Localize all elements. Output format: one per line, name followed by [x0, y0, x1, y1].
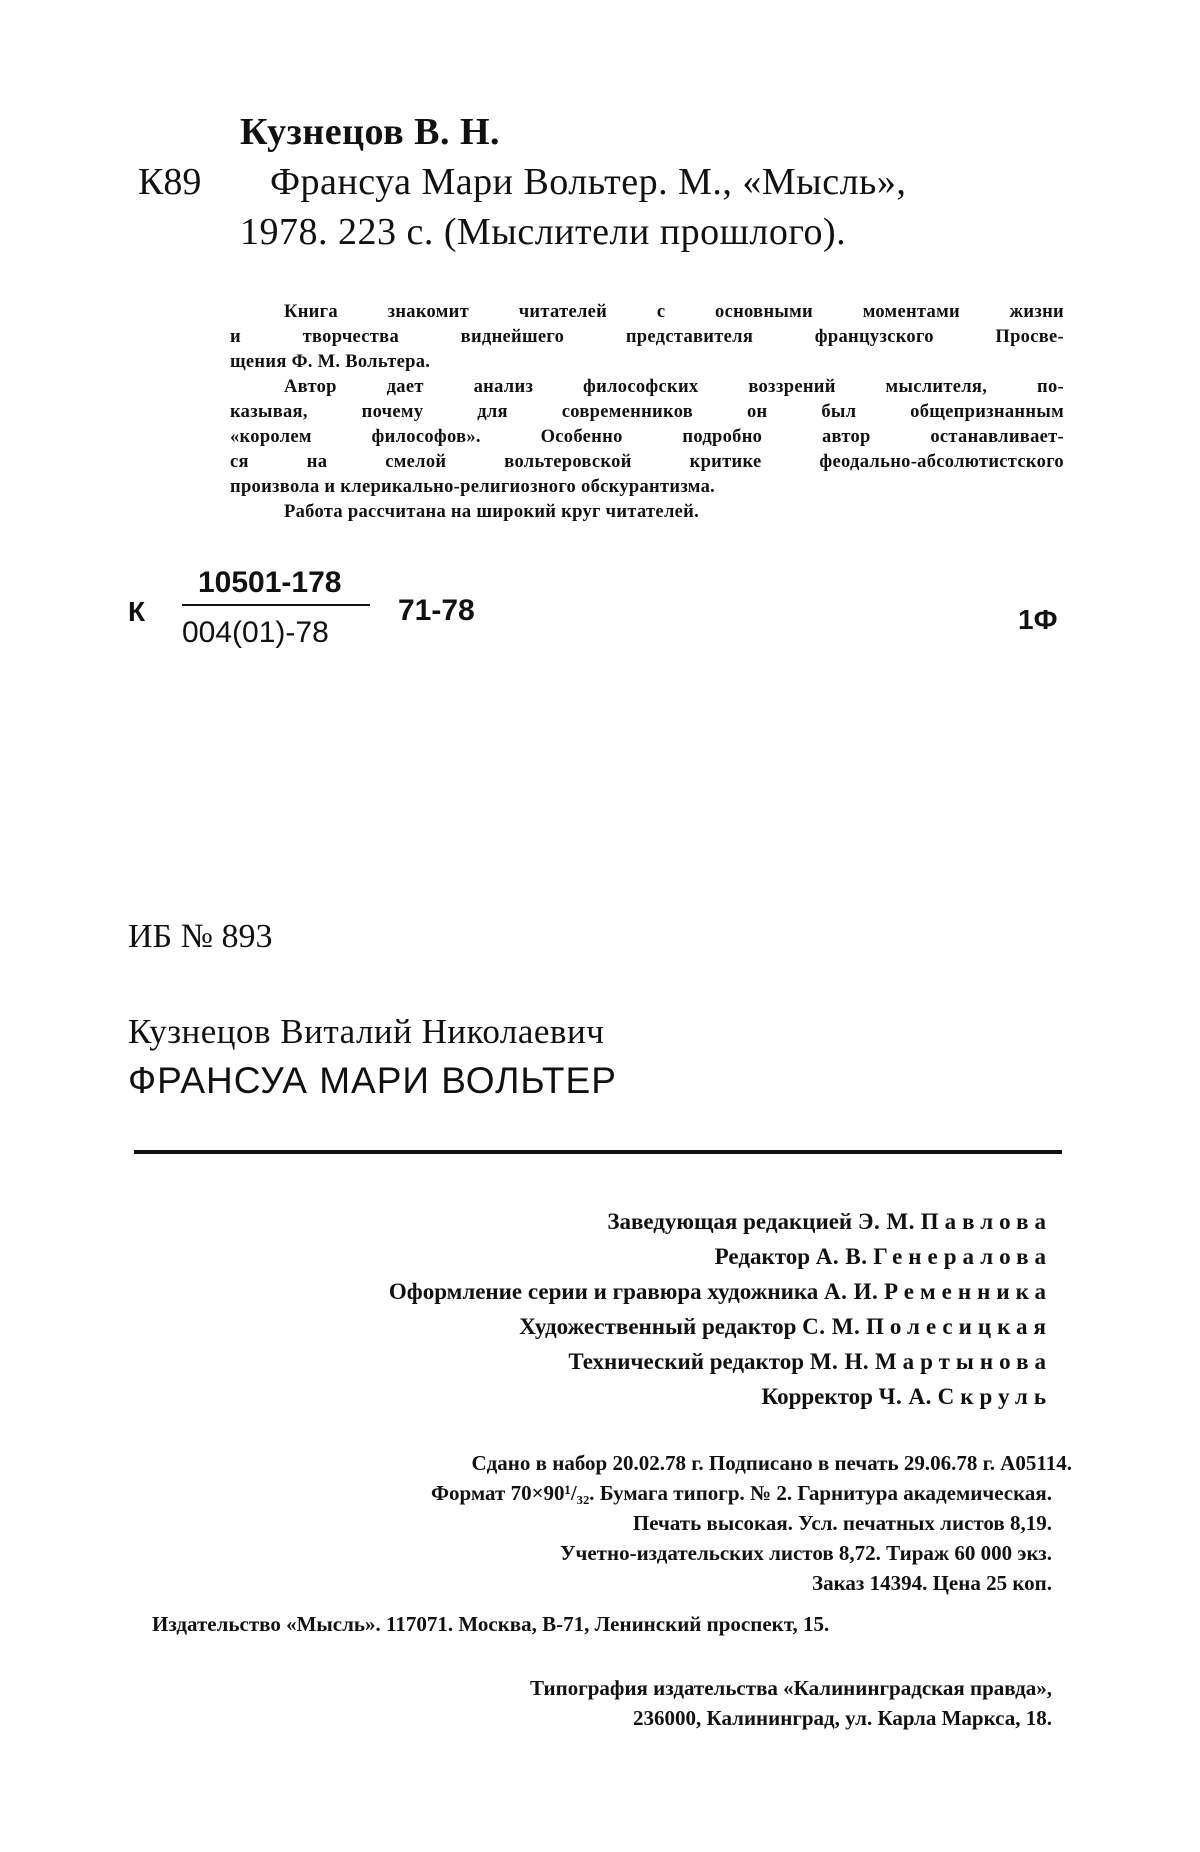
staff-initials: А. В. — [815, 1244, 868, 1269]
staff-initials: А. И. — [824, 1279, 879, 1304]
staff-surname: Павлова — [920, 1209, 1052, 1234]
staff-role: Технический редактор — [568, 1349, 805, 1374]
index-class: 1Ф — [1018, 604, 1058, 635]
print-details — [430, 1448, 1072, 1598]
annotation-line: ся на смелой вольтеровской критике феодально-абсолютистского — [230, 452, 1064, 472]
index-letter: К — [128, 596, 146, 627]
book-title: ФРАНСУА МАРИ ВОЛЬТЕР — [128, 1060, 617, 1101]
staff-row — [389, 1309, 1052, 1344]
staff-role: Художественный редактор — [519, 1314, 797, 1339]
ib-number: ИБ № 893 — [128, 918, 273, 955]
print-line: Учетно-издательских листов 8,72. Тираж 60 000 экз. — [560, 1541, 1052, 1565]
staff-initials: Э. М. — [857, 1209, 915, 1234]
annotation — [230, 300, 1064, 525]
annotation-line: Книга знакомит читателей с основными моментами жизни — [284, 302, 1064, 322]
catalog-author-heading: Кузнецов В. Н. — [240, 111, 501, 153]
catalog-title-line: Франсуа Мари Вольтер. М., «Мысль», — [270, 161, 907, 203]
catalog-index: К89 — [138, 161, 202, 203]
staff-surname: Ременника — [884, 1279, 1052, 1304]
staff-row — [389, 1239, 1052, 1274]
staff-row — [389, 1274, 1052, 1309]
print-line: Печать высокая. Усл. печатных листов 8,19. — [632, 1511, 1052, 1535]
print-line: Заказ 14394. Цена 25 коп. — [812, 1571, 1052, 1595]
staff-role: Редактор — [714, 1244, 810, 1269]
index-numerator: 10501-178 — [198, 566, 342, 599]
staff-role: Корректор — [761, 1384, 873, 1409]
staff-initials: М. Н. — [809, 1349, 870, 1374]
staff-role: Заведующая редакцией — [607, 1209, 853, 1234]
staff-surname: Генералова — [873, 1244, 1052, 1269]
staff-role: Оформление серии и гравюра художника — [388, 1279, 819, 1304]
printer-line: Типография издательства «Калининградская правда», — [530, 1676, 1052, 1700]
publisher-line: Издательство «Мысль». 117071. Москва, В-71, Ленинский проспект, 15. — [152, 1612, 830, 1636]
divider — [134, 1150, 1062, 1154]
staff-row — [389, 1344, 1052, 1379]
print-line: Сдано в набор 20.02.78 г. Подписано в печать 29.06.78 г. А05114. — [471, 1451, 1072, 1475]
staff-initials: Ч. А. — [878, 1384, 932, 1409]
annotation-line: и творчества виднейшего представителя французского Просве- — [230, 327, 1064, 347]
fraction-bar — [182, 604, 370, 606]
staff-row — [389, 1379, 1052, 1414]
annotation-line: «королем философов». Особенно подробно автор останавливает- — [230, 427, 1064, 447]
annotation-line: казывая, почему для современников он был общепризнанным — [230, 402, 1064, 422]
index-code: 71-78 — [398, 594, 475, 627]
index-denominator: 004(01)-78 — [182, 616, 329, 649]
staff-initials: С. М. — [802, 1314, 861, 1339]
print-line: Формат 70×90¹/₃₂. Бумага типогр. № 2. Гарнитура академическая. — [430, 1481, 1052, 1505]
staff-row — [389, 1204, 1052, 1239]
catalog-imprint-line: 1978. 223 с. (Мыслители прошлого). — [240, 211, 847, 253]
annotation-line: Автор дает анализ философских воззрений мыслителя, по- — [284, 377, 1064, 397]
staff-credits — [389, 1204, 1052, 1414]
staff-surname: Мартынова — [874, 1349, 1052, 1374]
staff-surname: Полесицкая — [865, 1314, 1052, 1339]
printer-line: 236000, Калининград, ул. Карла Маркса, 18. — [633, 1706, 1052, 1730]
staff-surname: Скруль — [937, 1384, 1052, 1409]
annotation-line: Работа рассчитана на широкий круг читателей. — [284, 502, 700, 522]
annotation-line: произвола и клерикально-религиозного обскурантизма. — [230, 477, 716, 497]
printer-info — [530, 1673, 1052, 1733]
book-author: Кузнецов Виталий Николаевич — [128, 1012, 605, 1051]
annotation-line: щения Ф. М. Вольтера. — [230, 352, 431, 372]
